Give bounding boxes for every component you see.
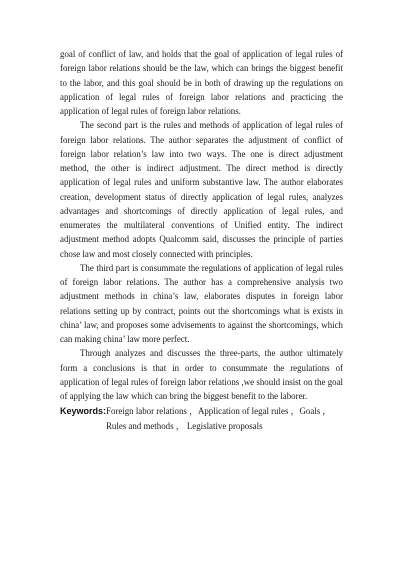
keywords-line-1: Foreign labor relations ，Application of legal rules ，Goals ，: [106, 406, 332, 417]
paragraph-third-part: The third part is consummate the regulations of application of legal rules of foreign labor relations. The author has a comprehensive analysis two adjustment methods in china’s law, elaborates disputes in foreign labor relations setting up by contract, points out the shortcomings what is exists in china’ law, and proposes some advisements to against the shortcomings, which can making china’ law more perfect.: [60, 262, 343, 344]
paragraph-conclusion: Through analyzes and discusses the three-parts, the author ultimately form a conclusions is that in order to consummate the regulations of application of legal rules of foreign labor relations ,we should insist on the goal of applying the law which can bring the biggest benefit to the laborer.: [60, 348, 343, 401]
paragraph-continuation: goal of conflict of law, and holds that the goal of application of legal rules of foreign labor relations should be the law, which can brings the biggest benefit to the labor, and this goal should be in both of drawing up the regulations on application of legal rules of foreign labor relations and practicing the application of legal rules of foreign labor relations.: [60, 49, 343, 116]
abstract-body: [60, 47, 343, 433]
keywords-line-2: Rules and methods ， Legislative proposals: [106, 420, 263, 431]
keywords-block: [60, 404, 343, 433]
keywords-label: Keywords:: [60, 406, 107, 417]
paragraph-second-part: The second part is the rules and methods of application of legal rules of foreign labor relations. The author separates the adjustment of conflict of foreign labor relation’s law into two ways. The one is direct adjustment method, the other is indirect adjustment. The direct method is directly application of legal rules and uniform substantive law. The author elaborates creation, development status of directly application of legal rules, analyzes advantages and shortcomings of directly application of legal rules, and enumerates the multilateral conventions of Unified entity. The indirect adjustment method adopts Qualcomm said, discusses the principle of parties chose law and most closely connected with principles.: [60, 120, 343, 259]
